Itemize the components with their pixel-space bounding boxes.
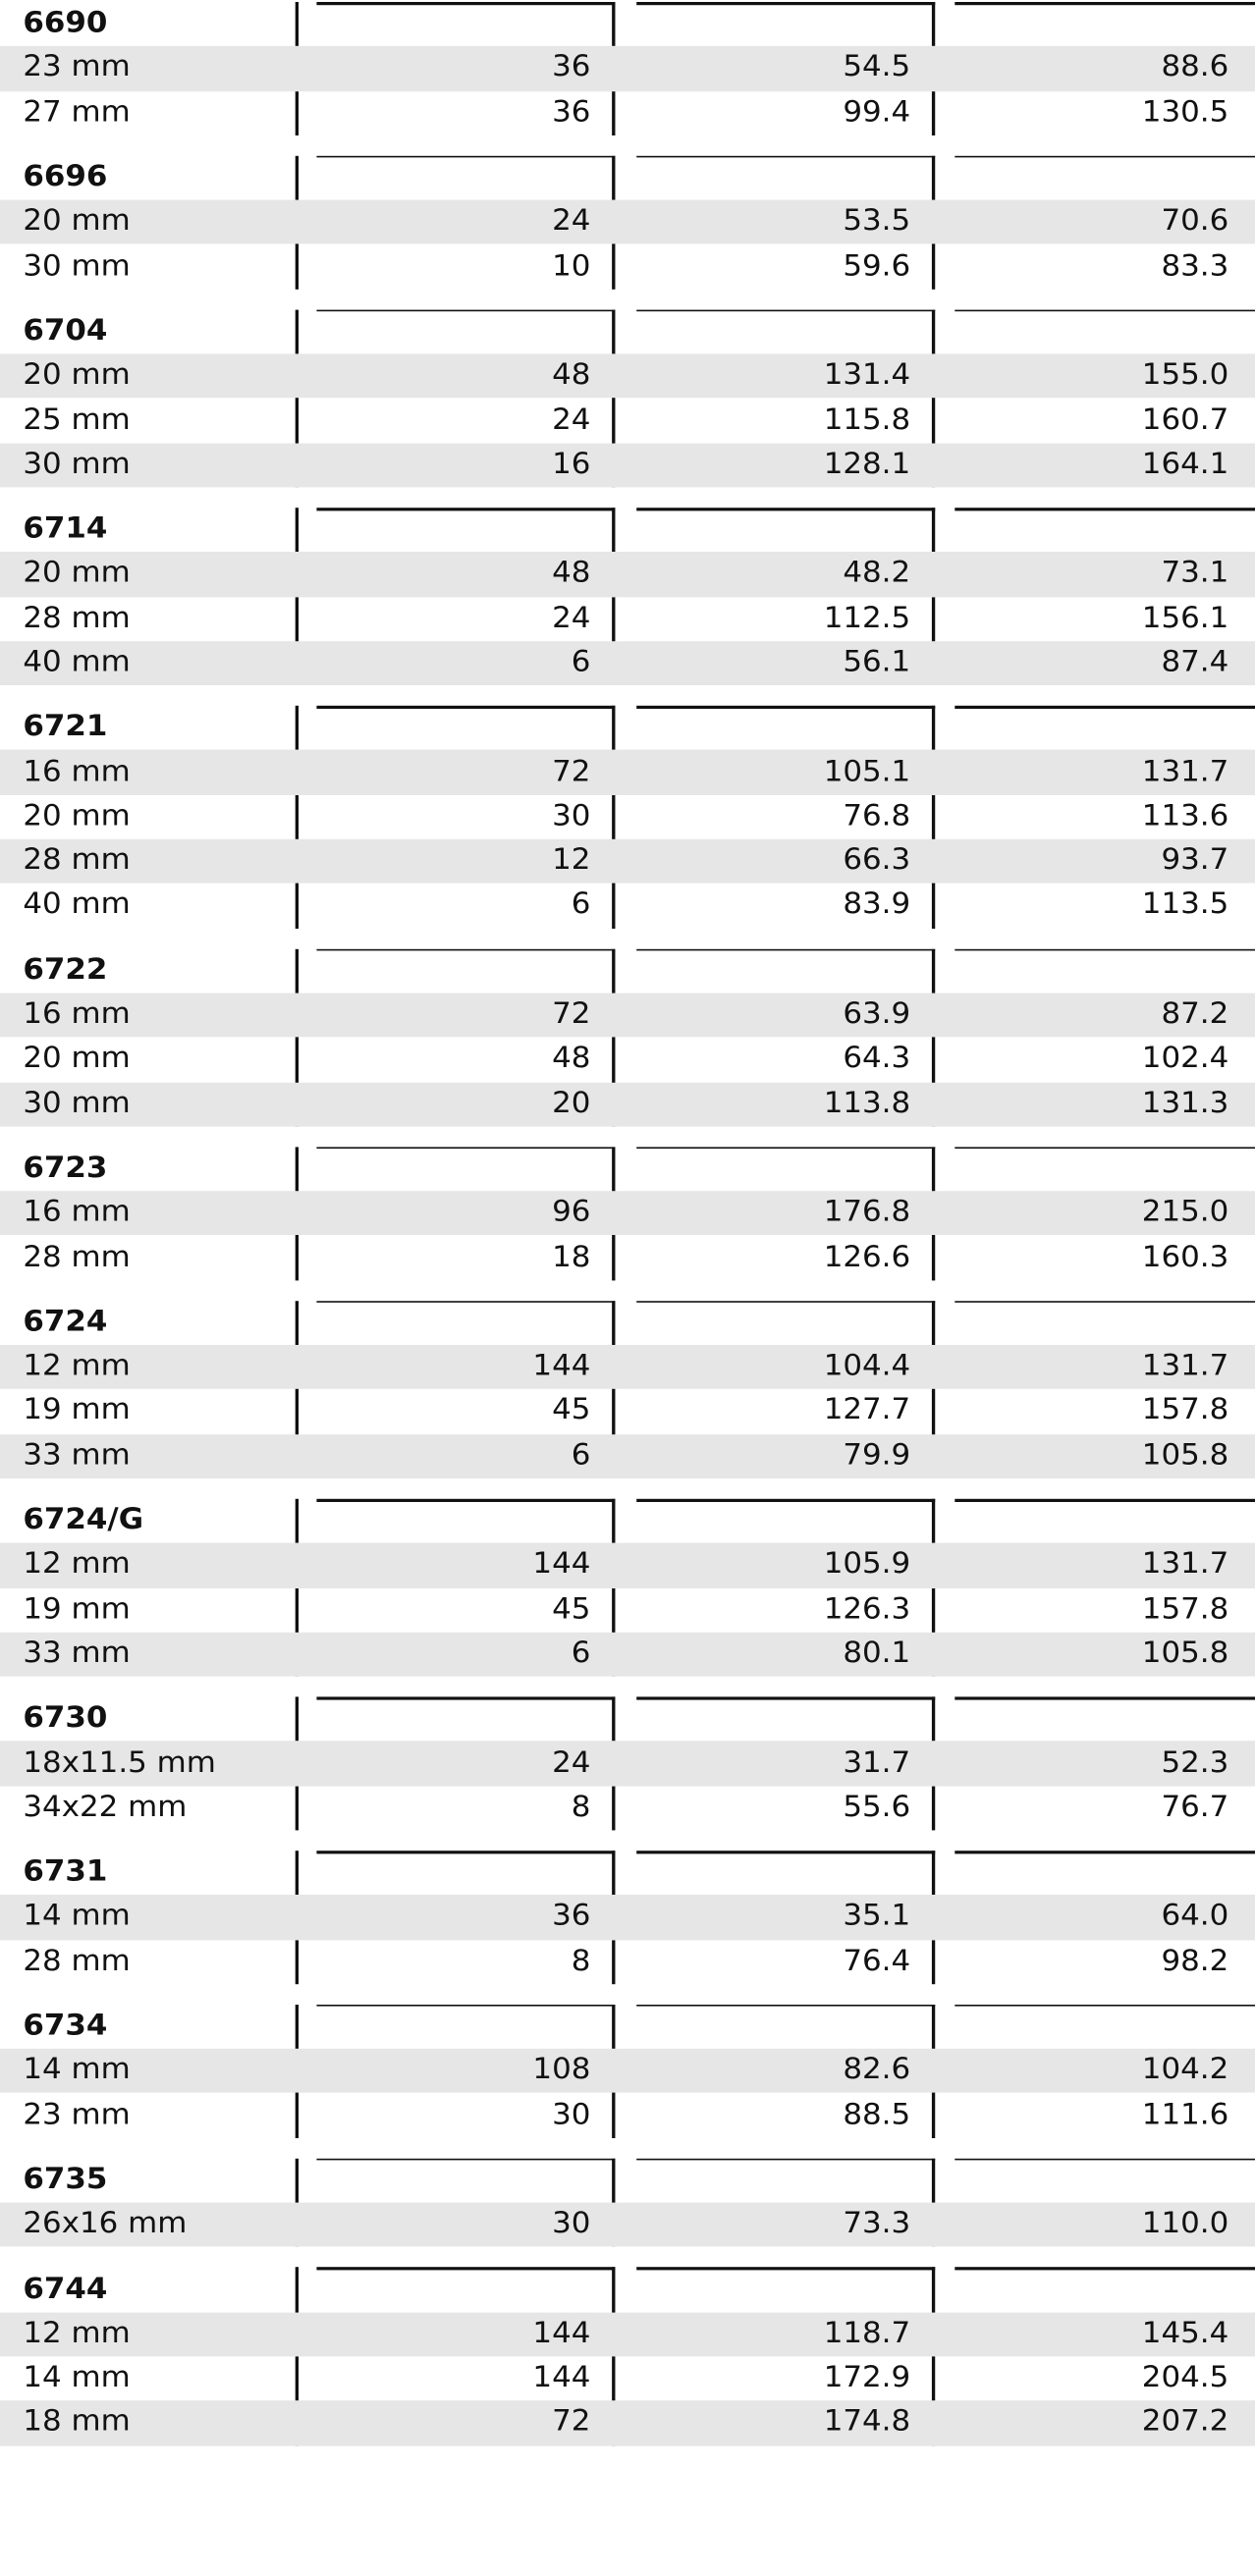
value-cell: 52.3 [1161, 1745, 1229, 1780]
value-cell: 174.8 [823, 2405, 911, 2440]
value-cell: 115.8 [823, 402, 911, 437]
quantity-cell: 45 [552, 1394, 591, 1427]
value-cell: 76.7 [1161, 1791, 1229, 1824]
product-group [0, 2268, 1255, 2445]
size-cell: 20 mm [23, 358, 131, 393]
value-cell: 93.7 [1161, 843, 1229, 878]
value-cell: 128.1 [823, 448, 911, 481]
value-cell: 204.5 [1141, 2361, 1229, 2394]
table-row [0, 1038, 1255, 1082]
product-code-row [0, 2005, 1255, 2049]
value-cell: 176.8 [823, 1196, 911, 1230]
size-cell: 33 mm [23, 1637, 131, 1671]
table-row [0, 91, 1255, 135]
table-row [0, 200, 1255, 244]
quantity-cell: 18 [552, 1240, 591, 1274]
value-cell: 131.7 [1141, 1350, 1229, 1383]
value-cell: 76.4 [843, 1944, 911, 1978]
value-cell: 157.8 [1141, 1394, 1229, 1427]
product-code: 6722 [23, 953, 108, 987]
size-cell: 23 mm [23, 2098, 131, 2131]
value-cell: 157.8 [1141, 1592, 1229, 1626]
table-row [0, 443, 1255, 487]
value-cell: 207.2 [1141, 2405, 1229, 2440]
product-code-row [0, 1147, 1255, 1191]
quantity-cell: 36 [552, 95, 591, 130]
value-cell: 104.4 [823, 1350, 911, 1383]
table-row [0, 2356, 1255, 2400]
value-cell: 64.0 [1161, 1900, 1229, 1934]
table-row [0, 1895, 1255, 1939]
product-group [0, 1499, 1255, 1677]
product-group [0, 1301, 1255, 1478]
product-code-row [0, 2268, 1255, 2312]
size-cell: 12 mm [23, 1547, 131, 1582]
product-code: 6735 [23, 2163, 108, 2197]
table-row [0, 1940, 1255, 1984]
value-cell: 87.2 [1161, 997, 1229, 1032]
value-cell: 130.5 [1141, 95, 1229, 130]
product-code: 6724/G [23, 1503, 144, 1537]
table-row [0, 2203, 1255, 2247]
quantity-cell: 72 [552, 997, 591, 1032]
size-cell: 18 mm [23, 2405, 131, 2440]
product-code: 6690 [23, 7, 108, 40]
value-cell: 131.4 [823, 358, 911, 393]
table-row [0, 1632, 1255, 1676]
size-cell: 28 mm [23, 1240, 131, 1274]
value-cell: 82.6 [843, 2054, 911, 2087]
size-cell: 23 mm [23, 51, 131, 84]
value-cell: 54.5 [843, 51, 911, 84]
size-cell: 20 mm [23, 204, 131, 239]
value-cell: 112.5 [823, 601, 911, 635]
value-cell: 70.6 [1161, 204, 1229, 239]
product-group [0, 1851, 1255, 1984]
size-cell: 28 mm [23, 601, 131, 635]
product-group [0, 2158, 1255, 2247]
quantity-cell: 144 [532, 2361, 591, 2394]
value-cell: 83.9 [843, 888, 911, 922]
table-row [0, 399, 1255, 443]
quantity-cell: 6 [571, 1438, 591, 1473]
table-row [0, 1543, 1255, 1587]
quantity-cell: 48 [552, 358, 591, 393]
product-group [0, 1147, 1255, 1280]
value-cell: 88.5 [843, 2098, 911, 2131]
quantity-cell: 16 [552, 448, 591, 481]
value-cell: 63.9 [843, 997, 911, 1032]
product-code-row [0, 309, 1255, 353]
size-cell: 30 mm [23, 448, 131, 481]
quantity-cell: 6 [571, 888, 591, 922]
product-code: 6744 [23, 2272, 108, 2306]
size-cell: 26x16 mm [23, 2207, 188, 2241]
quantity-cell: 8 [571, 1944, 591, 1978]
table-row [0, 1236, 1255, 1280]
table-row [0, 1082, 1255, 1126]
value-cell: 215.0 [1141, 1196, 1229, 1230]
value-cell: 131.7 [1141, 755, 1229, 788]
quantity-cell: 30 [552, 799, 591, 833]
value-cell: 59.6 [843, 249, 911, 283]
product-group [0, 156, 1255, 290]
value-cell: 156.1 [1141, 601, 1229, 635]
quantity-cell: 36 [552, 51, 591, 84]
quantity-cell: 8 [571, 1791, 591, 1824]
quantity-cell: 144 [532, 1350, 591, 1383]
value-cell: 113.6 [1141, 799, 1229, 833]
product-code: 6696 [23, 160, 108, 194]
size-cell: 25 mm [23, 402, 131, 437]
value-cell: 131.3 [1141, 1087, 1229, 1120]
value-cell: 105.1 [823, 755, 911, 788]
value-cell: 105.8 [1141, 1438, 1229, 1473]
value-cell: 66.3 [843, 843, 911, 878]
value-cell: 105.9 [823, 1547, 911, 1582]
size-cell: 14 mm [23, 1900, 131, 1934]
value-cell: 145.4 [1141, 2317, 1229, 2350]
product-code: 6714 [23, 512, 108, 546]
value-cell: 155.0 [1141, 358, 1229, 393]
size-cell: 20 mm [23, 799, 131, 833]
value-cell: 55.6 [843, 1791, 911, 1824]
product-group [0, 2, 1255, 135]
table-row [0, 2312, 1255, 2356]
product-code-row [0, 706, 1255, 750]
table-row [0, 552, 1255, 596]
table-row [0, 993, 1255, 1038]
quantity-cell: 24 [552, 402, 591, 437]
size-cell: 16 mm [23, 997, 131, 1032]
product-code-row [0, 2, 1255, 46]
quantity-cell: 24 [552, 204, 591, 239]
value-cell: 64.3 [843, 1042, 911, 1076]
product-code: 6734 [23, 2009, 108, 2043]
table-row [0, 1786, 1255, 1830]
product-code: 6721 [23, 711, 108, 744]
quantity-cell: 6 [571, 646, 591, 679]
quantity-cell: 30 [552, 2207, 591, 2241]
size-cell: 12 mm [23, 1350, 131, 1383]
value-cell: 48.2 [843, 557, 911, 591]
product-code-row [0, 1697, 1255, 1742]
table-row [0, 641, 1255, 685]
value-cell: 126.6 [823, 1240, 911, 1274]
product-group [0, 706, 1255, 928]
size-cell: 28 mm [23, 843, 131, 878]
value-cell: 118.7 [823, 2317, 911, 2350]
value-cell: 73.3 [843, 2207, 911, 2241]
product-code-row [0, 948, 1255, 993]
size-cell: 20 mm [23, 557, 131, 591]
product-code: 6730 [23, 1701, 108, 1736]
value-cell: 164.1 [1141, 448, 1229, 481]
value-cell: 113.5 [1141, 888, 1229, 922]
value-cell: 110.0 [1141, 2207, 1229, 2241]
product-code: 6723 [23, 1152, 108, 1185]
value-cell: 31.7 [843, 1745, 911, 1780]
value-cell: 127.7 [823, 1394, 911, 1427]
table-row [0, 597, 1255, 641]
product-code: 6704 [23, 314, 108, 348]
size-cell: 40 mm [23, 646, 131, 679]
value-cell: 131.7 [1141, 1547, 1229, 1582]
value-cell: 80.1 [843, 1637, 911, 1671]
product-group [0, 948, 1255, 1126]
product-code: 6724 [23, 1305, 108, 1339]
size-cell: 30 mm [23, 1087, 131, 1120]
table-row [0, 1389, 1255, 1433]
table-row [0, 1191, 1255, 1235]
quantity-cell: 144 [532, 1547, 591, 1582]
value-cell: 88.6 [1161, 51, 1229, 84]
quantity-cell: 24 [552, 1745, 591, 1780]
table-row [0, 839, 1255, 884]
quantity-cell: 20 [552, 1087, 591, 1120]
quantity-cell: 72 [552, 2405, 591, 2440]
table-row [0, 354, 1255, 399]
table-row [0, 750, 1255, 794]
quantity-cell: 72 [552, 755, 591, 788]
size-cell: 30 mm [23, 249, 131, 283]
product-group [0, 1697, 1255, 1831]
size-cell: 14 mm [23, 2054, 131, 2087]
value-cell: 126.3 [823, 1592, 911, 1626]
quantity-cell: 36 [552, 1900, 591, 1934]
value-cell: 160.7 [1141, 402, 1229, 437]
value-cell: 35.1 [843, 1900, 911, 1934]
value-cell: 87.4 [1161, 646, 1229, 679]
quantity-cell: 144 [532, 2317, 591, 2350]
product-code-row [0, 508, 1255, 552]
price-table-body [0, 2, 1255, 2445]
table-row [0, 1434, 1255, 1478]
value-cell: 76.8 [843, 799, 911, 833]
value-cell: 104.2 [1141, 2054, 1229, 2087]
value-cell: 83.3 [1161, 249, 1229, 283]
table-row [0, 244, 1255, 289]
table-row [0, 795, 1255, 839]
value-cell: 53.5 [843, 204, 911, 239]
size-cell: 12 mm [23, 2317, 131, 2350]
value-cell: 105.8 [1141, 1637, 1229, 1671]
product-code-row [0, 1499, 1255, 1543]
table-row [0, 1742, 1255, 1786]
table-row [0, 884, 1255, 928]
quantity-cell: 48 [552, 1042, 591, 1076]
quantity-cell: 30 [552, 2098, 591, 2131]
product-code-row [0, 156, 1255, 200]
value-cell: 56.1 [843, 646, 911, 679]
table-row [0, 2401, 1255, 2445]
size-cell: 16 mm [23, 755, 131, 788]
size-cell: 34x22 mm [23, 1791, 188, 1824]
quantity-cell: 48 [552, 557, 591, 591]
quantity-cell: 24 [552, 601, 591, 635]
size-cell: 18x11.5 mm [23, 1745, 216, 1780]
size-cell: 14 mm [23, 2361, 131, 2394]
size-cell: 28 mm [23, 1944, 131, 1978]
size-cell: 27 mm [23, 95, 131, 130]
product-code-row [0, 1851, 1255, 1895]
quantity-cell: 108 [532, 2054, 591, 2087]
table-row [0, 46, 1255, 90]
value-cell: 98.2 [1161, 1944, 1229, 1978]
table-row [0, 2093, 1255, 2137]
value-cell: 113.8 [823, 1087, 911, 1120]
value-cell: 172.9 [823, 2361, 911, 2394]
value-cell: 160.3 [1141, 1240, 1229, 1274]
product-code-row [0, 2158, 1255, 2202]
value-cell: 111.6 [1141, 2098, 1229, 2131]
size-cell: 20 mm [23, 1042, 131, 1076]
value-cell: 79.9 [843, 1438, 911, 1473]
size-cell: 40 mm [23, 888, 131, 922]
price-table [0, 2, 1255, 2445]
table-row [0, 1587, 1255, 1632]
product-group [0, 309, 1255, 487]
value-cell: 102.4 [1141, 1042, 1229, 1076]
quantity-cell: 96 [552, 1196, 591, 1230]
quantity-cell: 45 [552, 1592, 591, 1626]
value-cell: 99.4 [843, 95, 911, 130]
quantity-cell: 6 [571, 1637, 591, 1671]
table-row [0, 1345, 1255, 1389]
size-cell: 16 mm [23, 1196, 131, 1230]
quantity-cell: 12 [552, 843, 591, 878]
size-cell: 19 mm [23, 1394, 131, 1427]
value-cell: 73.1 [1161, 557, 1229, 591]
product-code-row [0, 1301, 1255, 1345]
size-cell: 33 mm [23, 1438, 131, 1473]
product-group [0, 2005, 1255, 2138]
size-cell: 19 mm [23, 1592, 131, 1626]
quantity-cell: 10 [552, 249, 591, 283]
product-code: 6731 [23, 1855, 108, 1889]
table-row [0, 2049, 1255, 2093]
product-group [0, 508, 1255, 685]
